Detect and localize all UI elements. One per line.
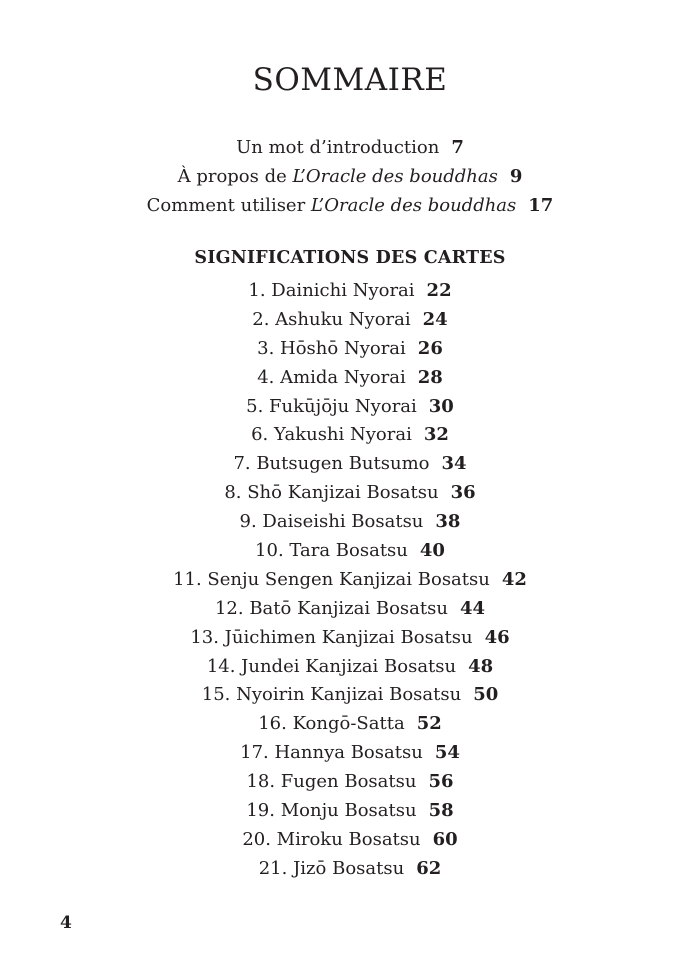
- toc-entry-page: 28: [417, 366, 443, 388]
- toc-entry-label: 4. Amida Nyorai: [257, 366, 406, 388]
- toc-entry-label: 9. Daiseishi Bosatsu: [239, 511, 424, 533]
- toc-entry-page: 7: [451, 137, 464, 158]
- toc-entry-label: 21. Jizō Bosatsu: [258, 857, 405, 879]
- toc-entry-page: 54: [434, 742, 460, 764]
- toc-entry: [0, 421, 700, 450]
- toc-entry-page: 46: [484, 626, 510, 648]
- toc-entry: [0, 191, 700, 220]
- toc-entry: [0, 855, 700, 884]
- toc-entry-label: 11. Senju Sengen Kanjizai Bosatsu: [173, 568, 490, 590]
- toc-entry-page: 44: [459, 597, 486, 619]
- toc-entry-label: 13. Jūichimen Kanjizai Bosatsu: [190, 626, 473, 648]
- toc-entry: [0, 364, 700, 393]
- toc-entry-page: 42: [501, 568, 527, 590]
- toc-entry-page: 60: [432, 828, 458, 850]
- toc-entry-page: 24: [422, 308, 448, 330]
- toc-entry-label: Un mot d’introduction: [236, 137, 440, 158]
- page-number: 4: [60, 913, 72, 933]
- toc-entry-label: 17. Hannya Bosatsu: [240, 742, 423, 764]
- toc-entry-page: 32: [423, 424, 449, 446]
- toc-entry: [0, 768, 700, 797]
- toc-entry-label: 20. Miroku Bosatsu: [242, 828, 421, 850]
- toc-entry: [0, 826, 700, 855]
- toc-entry-page: 34: [441, 453, 467, 475]
- intro-toc-list: [0, 133, 700, 220]
- toc-entry-label: 12. Batō Kanjizai Bosatsu: [214, 597, 448, 619]
- toc-entry-label: 1. Dainichi Nyorai: [248, 280, 415, 301]
- toc-entry-label-italic: L’Oracle des bouddhas: [310, 195, 517, 216]
- toc-entry: [0, 450, 700, 479]
- toc-entry-label: 2. Ashuku Nyorai: [252, 308, 411, 330]
- toc-entry-label: 19. Monju Bosatsu: [246, 800, 417, 822]
- toc-entry-page: 9: [509, 166, 523, 187]
- toc-entry-page: 38: [435, 511, 461, 533]
- toc-entry-page: 17: [528, 195, 554, 216]
- toc-entry-label: 3. Hōshō Nyorai: [257, 337, 406, 359]
- toc-entry: [0, 566, 700, 595]
- toc-entry: [0, 277, 700, 306]
- toc-entry-label: 8. Shō Kanjizai Bosatsu: [224, 482, 439, 504]
- toc-entry-label: 18. Fugen Bosatsu: [246, 771, 417, 793]
- toc-entry: [0, 335, 700, 364]
- toc-entry: [0, 162, 700, 191]
- toc-entry-page: 36: [450, 482, 476, 504]
- toc-entry-page: 26: [417, 337, 443, 359]
- toc-entry-page: 50: [473, 684, 499, 706]
- toc-entry-page: 48: [468, 655, 494, 677]
- toc-entry-label: À propos de: [177, 166, 293, 187]
- toc-entry: [0, 653, 700, 682]
- toc-entry-label: 10. Tara Bosatsu: [255, 540, 408, 562]
- toc-entry-page: 52: [416, 713, 442, 735]
- toc-entry: [0, 479, 700, 508]
- toc-entry: [0, 797, 700, 826]
- toc-entry-label: 7. Butsugen Butsumo: [233, 453, 430, 475]
- toc-entry-label: 16. Kongō-Satta: [258, 713, 405, 735]
- toc-entry-label-italic: L’Oracle des bouddhas: [292, 166, 498, 187]
- toc-entry: [0, 306, 700, 335]
- cards-toc-list: [0, 277, 700, 884]
- toc-entry: [0, 393, 700, 422]
- toc-entry: [0, 595, 700, 624]
- toc-entry-page: 30: [428, 395, 454, 417]
- toc-entry-page: 22: [426, 280, 452, 301]
- toc-entry-label: 5. Fukūjōju Nyorai: [246, 395, 417, 417]
- toc-entry-label: 15. Nyoirin Kanjizai Bosatsu: [201, 684, 462, 706]
- toc-entry-label: Comment utiliser: [146, 195, 311, 216]
- toc-entry-page: 62: [416, 857, 442, 879]
- toc-entry: [0, 133, 700, 162]
- toc-entry: [0, 624, 700, 653]
- toc-entry-label: 6. Yakushi Nyorai: [251, 424, 412, 446]
- toc-entry: [0, 681, 700, 710]
- toc-entry-page: 56: [428, 771, 454, 793]
- toc-entry: [0, 537, 700, 566]
- toc-entry: [0, 508, 700, 537]
- toc-entry: [0, 710, 700, 739]
- toc-entry-page: 40: [419, 540, 445, 562]
- toc-entry-label: 14. Jundei Kanjizai Bosatsu: [206, 655, 457, 677]
- page-title: SOMMAIRE: [252, 62, 448, 98]
- section-heading: SIGNIFICATIONS DES CARTES: [194, 248, 506, 268]
- toc-entry: [0, 739, 700, 768]
- toc-entry-page: 58: [428, 800, 454, 822]
